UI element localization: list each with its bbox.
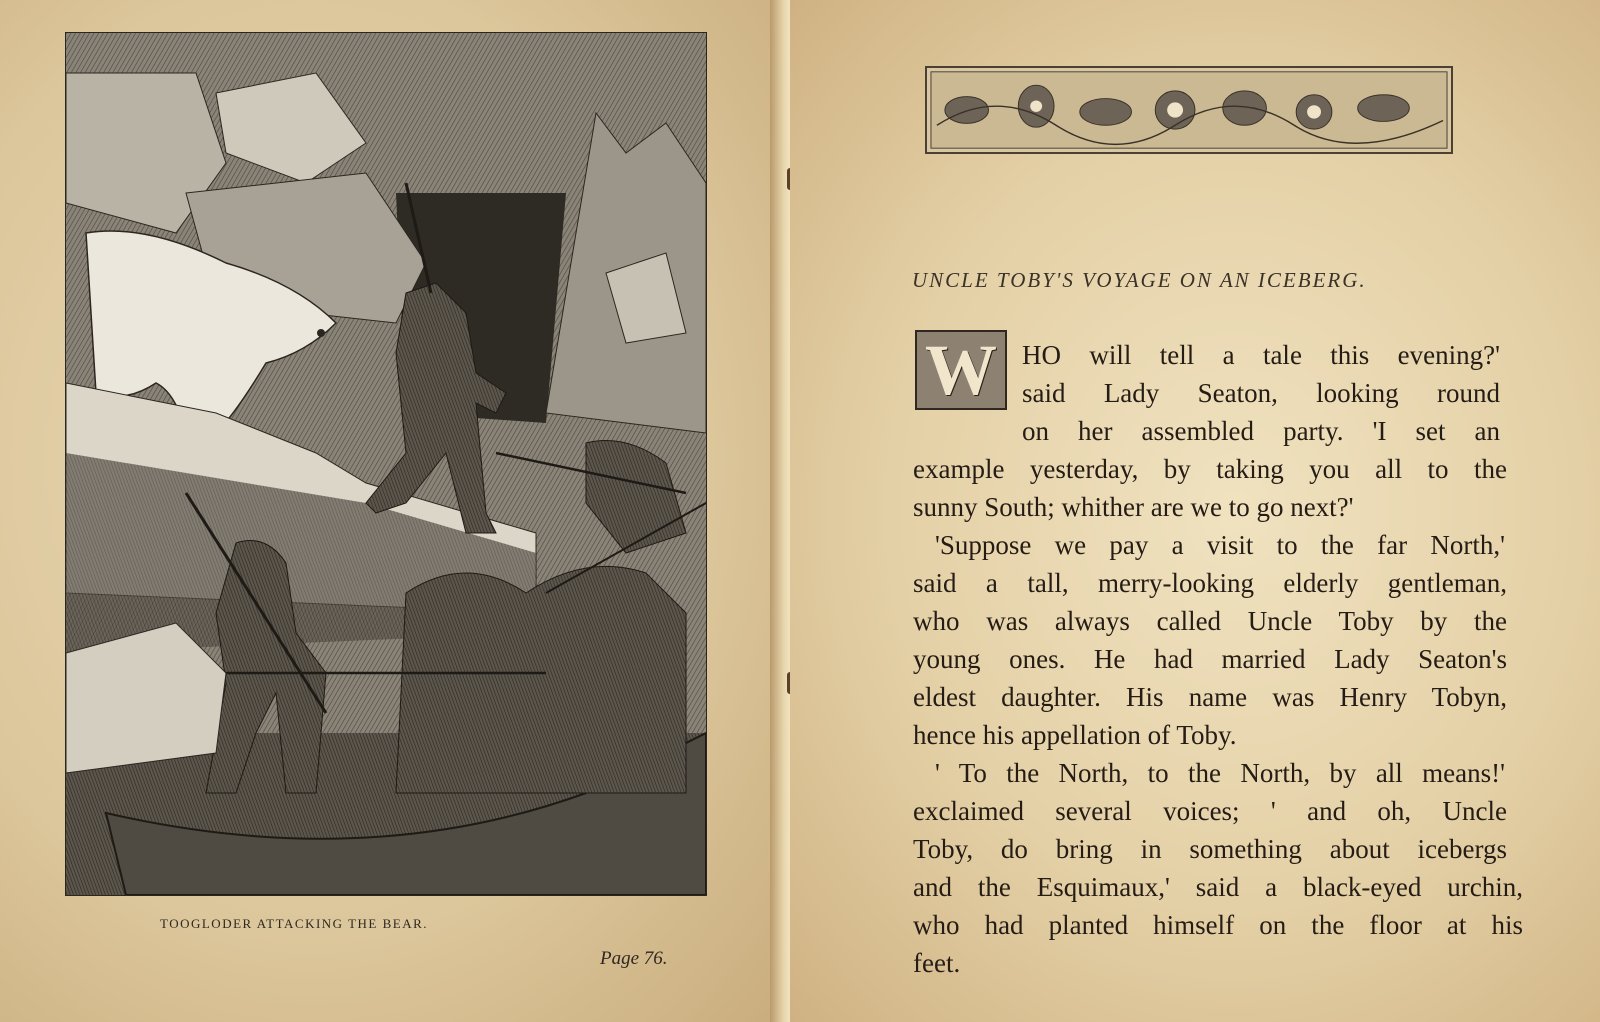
- body-text-line: who was always called Uncle Toby by the: [913, 606, 1507, 636]
- body-text-line: hence his appellation of Toby.: [913, 720, 1237, 750]
- drop-cap-initial: W: [915, 330, 1007, 410]
- body-text-line: on her assembled party. 'I set an: [1022, 416, 1500, 446]
- left-page: [0, 0, 780, 1022]
- body-text-line: 'Suppose we pay a visit to the far North,': [935, 530, 1505, 560]
- floral-headpiece-ornament: [925, 66, 1453, 154]
- bear-attack-engraving: [65, 32, 707, 896]
- body-text-line: said Lady Seaton, looking round: [1022, 378, 1500, 408]
- body-text-line: feet.: [913, 948, 961, 978]
- illustration-caption: TOOGLODER ATTACKING THE BEAR.: [160, 916, 429, 931]
- body-text-line: young ones. He had married Lady Seaton's: [913, 644, 1507, 674]
- body-text-line: example yesterday, by taking you all to the: [913, 454, 1507, 484]
- body-text-line: sunny South; whither are we to go next?': [913, 492, 1354, 522]
- body-text-line: HO will tell a tale this evening?': [1022, 340, 1500, 370]
- body-text-line: and the Esquimaux,' said a black-eyed urchin,: [913, 872, 1523, 902]
- body-text-line: eldest daughter. His name was Henry Tobyn,: [913, 682, 1507, 712]
- body-text-line: Toby, do bring in something about icebergs: [913, 834, 1507, 864]
- body-text-line: exclaimed several voices; ' and oh, Uncle: [913, 796, 1507, 826]
- body-text-line: ' To the North, to the North, by all means!': [935, 758, 1505, 788]
- chapter-heading: UNCLE TOBY'S VOYAGE ON AN ICEBERG.: [912, 268, 1367, 292]
- body-text-line: said a tall, merry-looking elderly gentleman,: [913, 568, 1507, 598]
- body-text-line: who had planted himself on the floor at his: [913, 910, 1523, 940]
- page-reference: Page 76.: [600, 948, 668, 969]
- engraving-illustration: [66, 33, 706, 895]
